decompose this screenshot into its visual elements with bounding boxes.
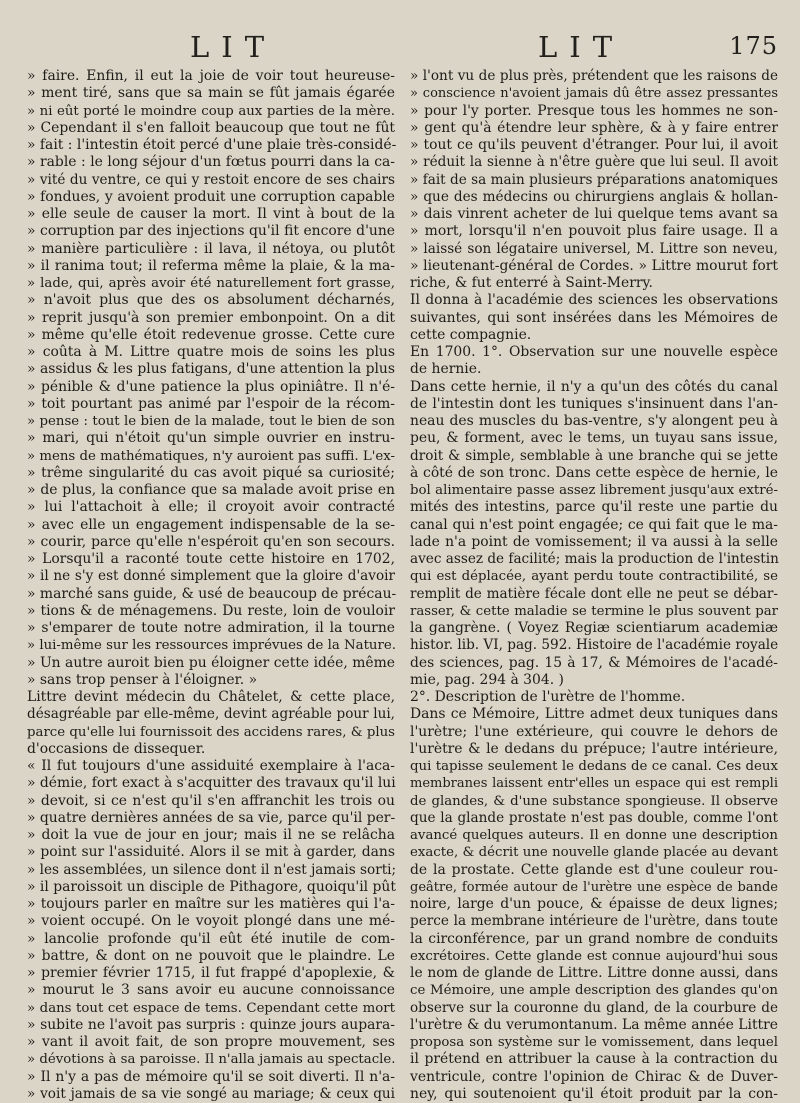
text-line: Dans ce Mémoire, Littre admet deux tuniques dans bbox=[410, 706, 778, 723]
text-line: » vité du ventre, ce qui y restoit encore de ses chairs bbox=[27, 171, 395, 188]
text-line: rasser, & cette maladie se termine le plus souvent par bbox=[410, 603, 778, 619]
text-line: » rable : le long séjour d'un fœtus pourri dans la ca- bbox=[27, 154, 395, 171]
text-line: » pour l'y porter. Presque tous les hommes ne son- bbox=[410, 102, 778, 119]
text-line: En 1700. 1°. Observation sur une nouvelle espèce bbox=[410, 344, 778, 360]
text-line: ventricule, contre l'opinion de Chirac & de Duver- bbox=[410, 1068, 778, 1085]
text-line: Il donna à l'académie des sciences les observations bbox=[410, 292, 778, 309]
text-line: » fondues, y avoient produit une corruption capable bbox=[27, 188, 395, 205]
text-line: des sciences, pag. 15 à 17, & Mémoires de l'acadé- bbox=[410, 654, 778, 671]
text-line: « Il fut toujours d'une assiduité exemplaire à l'aca- bbox=[27, 758, 395, 774]
text-line: » fait : l'intestin étoit percé d'une plaie très-considé- bbox=[27, 137, 397, 153]
text-line: ney, qui soutenoient qu'il étoit produit par la con- bbox=[410, 1085, 778, 1102]
text-line: riche, & fut enterré à Saint-Merry. bbox=[410, 275, 653, 291]
text-line: suivantes, qui sont insérées dans les Mémoires de bbox=[410, 309, 778, 326]
text-line: parce qu'elle lui fournissoit des accidens rares, & plus bbox=[27, 724, 395, 740]
text-line: perce la membrane intérieure de l'urètre, dans toute bbox=[410, 913, 778, 930]
text-line: » il ranima tout; il referma même la plaie, & la ma- bbox=[27, 257, 395, 274]
text-line: » avec elle un engagement indispensable de la se- bbox=[27, 516, 395, 533]
text-line: » fait de sa main plusieurs préparations anatomiques bbox=[410, 171, 778, 188]
text-line: membranes laissent entr'elles un espace qui est rempli bbox=[410, 776, 778, 792]
text-line: » coûta à M. Littre quatre mois de soins les plus bbox=[27, 344, 395, 360]
text-line: » mens de mathématiques, n'y auroient pas suffi. L'ex- bbox=[27, 448, 395, 464]
text-line: à côté de son tronc. Dans cette espèce de hernie, le bbox=[410, 464, 778, 481]
text-line: » battre, & dont on ne pouvoit que le plaindre. Le bbox=[27, 947, 395, 964]
text-line: de l'intestin dont les tuniques s'insinuent dans l'an- bbox=[410, 395, 778, 412]
text-line: » dévotions à sa paroisse. Il n'alla jamais au spectacle. bbox=[27, 1052, 396, 1068]
text-line: que la glande prostate n'est pas double, comme l'ont bbox=[410, 809, 778, 826]
text-line: » de plus, la confiance que sa malade avoit prise en bbox=[27, 482, 395, 498]
text-line: » il ne s'y est donné simplement que la gloire d'avoir bbox=[27, 568, 395, 585]
text-line: » ment tiré, sans que sa main se fût jamais égarée bbox=[27, 85, 395, 102]
text-line: qui tapisse seulement le dedans de ce canal. Ces deux bbox=[410, 759, 778, 774]
text-line: mités des intestins, parce qu'il reste une partie du bbox=[410, 499, 778, 516]
text-line: peu, & forment, avec le tems, un tuyau sans issue, bbox=[410, 430, 778, 447]
text-line: avancé quelques auteurs. Il en donne une description bbox=[410, 828, 778, 843]
text-line: remplit de matière fécale dont elle ne peut se débar- bbox=[410, 585, 778, 602]
text-line: » les assemblées, un silence dont il n'est jamais sorti; bbox=[27, 861, 397, 878]
text-line: 2°. Description de l'urètre de l'homme. bbox=[410, 689, 686, 705]
text-line: geâtre, formée autour de l'urètre une espèce de bande bbox=[410, 879, 778, 895]
text-line: qui est déplacée, ayant perdu toute contractibilité, se bbox=[410, 569, 778, 585]
text-line: » conscience n'avoient jamais dû être assez pressantes bbox=[410, 86, 778, 102]
text-line: » premier février 1715, il fut frappé d'apoplexie, & bbox=[27, 965, 395, 981]
text-line: » lui l'attachoit à elle; il croyoit avoir contracté bbox=[27, 499, 395, 516]
running-head-left: LIT bbox=[190, 30, 277, 64]
text-line: il prétend en attribuer la cause à la contraction du bbox=[410, 1051, 778, 1068]
text-line: » Lorsqu'il a raconté toute cette histoire en 1702, bbox=[27, 551, 395, 567]
text-line: » elle seule de causer la mort. Il vint à bout de la bbox=[27, 206, 395, 222]
text-line: ce Mémoire, une ample description des glandes qu'on bbox=[410, 983, 778, 999]
text-line: le nom de glande de Littre. Littre donne aussi, dans bbox=[410, 965, 778, 981]
text-line: » tout ce qu'ils peuvent d'étranger. Pour lui, il avoit bbox=[410, 137, 778, 153]
text-line: » sans trop penser à l'éloigner. » bbox=[27, 671, 258, 688]
text-line: excrétoires. Cette glande est connue aujourd'hui sous bbox=[410, 948, 778, 964]
text-line: mie, pag. 294 à 304. ) bbox=[410, 671, 564, 688]
text-line: » marché sans guide, & usé de beaucoup de précau- bbox=[27, 585, 397, 602]
left-text-column bbox=[27, 68, 397, 1102]
text-line: de hernie. bbox=[410, 361, 482, 378]
text-line: » vant il avoit fait, de son propre mouvement, ses bbox=[27, 1034, 395, 1050]
text-line: neau des muscles du bas-ventre, s'y alongent peu à bbox=[410, 413, 778, 429]
page-number: 175 bbox=[729, 32, 778, 60]
text-line: » n'avoit plus que des os absolument décharnés, bbox=[27, 292, 395, 309]
text-line: » reprit jusqu'à son premier embonpoint. On a dit bbox=[27, 309, 395, 326]
text-line: d'occasions de dissequer. bbox=[27, 740, 206, 757]
text-line: » quatre dernières années de sa vie, parce qu'il per- bbox=[27, 809, 396, 826]
text-line: la gangrène. ( Voyez Regiæ scientiarum academiæ bbox=[410, 620, 778, 636]
text-line: l'urètre & le dedans du prépuce; l'autre intérieure, bbox=[410, 740, 778, 757]
text-line: » faire. Enfin, il eut la joie de voir tout heureuse- bbox=[27, 68, 395, 84]
text-line: désagréable par elle-même, devint agréable pour lui, bbox=[27, 706, 395, 723]
text-line: » voient occupé. On le voyoit plongé dans une mé- bbox=[27, 913, 395, 930]
text-line: » subite ne l'avoit pas surpris : quinze jours aupara- bbox=[27, 1016, 395, 1033]
text-line: » que des médecins ou chirurgiens anglais & hollan- bbox=[410, 188, 778, 205]
text-line: » assidus & les plus fatigans, d'une attention la plus bbox=[27, 361, 395, 378]
text-line: » l'ont vu de plus près, prétendent que les raisons de bbox=[410, 68, 778, 84]
text-line: l'urètre; l'une extérieure, qui couvre le dehors de bbox=[410, 723, 778, 740]
text-line: de la prostate. Cette glande est d'une couleur rou- bbox=[410, 861, 778, 878]
text-line: » pense : tout le bien de la malade, tout le bien de son bbox=[27, 414, 395, 429]
text-line: noire, large d'un pouce, & épaisse de deux lignes; bbox=[410, 896, 778, 912]
text-line: » lui-même sur les ressources imprévues de la Nature. bbox=[27, 638, 396, 654]
text-line: canal qui n'est point engagée; ce qui fait que le ma- bbox=[410, 516, 778, 533]
text-line: Littre devint médecin du Châtelet, & cette place, bbox=[27, 689, 395, 705]
text-line: » dans tout cet espace de tems. Cependant cette mort bbox=[27, 1000, 395, 1016]
text-line: la circonférence, par un grand nombre de conduits bbox=[410, 930, 778, 947]
text-line: proposa son système sur le vomissement, dans lequel bbox=[410, 1035, 778, 1050]
text-line: » corruption par des injections qu'il fit encore d'une bbox=[27, 223, 395, 240]
text-line: cette compagnie. bbox=[410, 326, 532, 343]
text-line: bol alimentaire passe assez librement jusqu'aux extré- bbox=[410, 483, 778, 498]
text-line: l'urètre & du verumontanum. La même année Littre bbox=[410, 1016, 778, 1033]
text-line: histor. lib. VI, pag. 592. Histoire de l'académie royale bbox=[410, 637, 779, 654]
text-line: » toit pourtant pas animé par l'espoir de la récom- bbox=[27, 395, 395, 412]
text-line: » Un autre auroit bien pu éloigner cette idée, même bbox=[27, 654, 395, 671]
text-line: » mort, lorsqu'il n'en pouvoit plus faire usage. Il a bbox=[410, 223, 778, 240]
text-line: observe sur la couronne du gland, de la courbure de bbox=[410, 999, 778, 1016]
text-line: » toujours parler en maître sur les matières qui l'a- bbox=[27, 896, 395, 912]
text-line: de glandes, & d'une substance spongieuse. Il observe bbox=[410, 793, 778, 809]
text-line: » tions & de ménagemens. Du reste, loin de vouloir bbox=[27, 602, 395, 619]
text-line: » démie, fort exact à s'acquitter des travaux qu'il lui bbox=[27, 775, 396, 792]
text-line: » point sur l'assiduité. Alors il se mit à garder, dans bbox=[27, 844, 395, 861]
text-line: » lade, qui, après avoir été naturellement fort grasse, bbox=[27, 276, 395, 291]
text-line: » lancolie profonde qu'il eût été inutile de com- bbox=[27, 930, 395, 947]
text-line: » pénible & d'une patience la plus opiniâtre. Il n'é- bbox=[27, 378, 395, 395]
text-line: droit & simple, semblable à une branche qui se jette bbox=[410, 447, 778, 464]
text-line: exacte, & décrit une nouvelle glande placée au devant bbox=[410, 845, 778, 861]
text-line: lade n'a point de vomissement; il va aussi à la selle bbox=[410, 533, 778, 550]
text-line: » il paroissoit un disciple de Pithagore, quoiqu'il pût bbox=[27, 878, 396, 895]
text-line: » doit la vue de jour en jour; mais il ne se relâcha bbox=[27, 827, 395, 843]
text-line: » s'emparer de toute notre admiration, il la tourne bbox=[27, 620, 395, 636]
text-line: » voit jamais de sa vie songé au mariage; & ceux qui bbox=[27, 1085, 395, 1102]
text-line: avec assez de facilité; mais la production de l'intestin bbox=[410, 551, 779, 567]
text-line: » réduit la sienne à n'être guère que lui seul. Il avoit bbox=[410, 154, 778, 171]
text-line: » lieutenant-général de Cordes. » Littre mourut fort bbox=[410, 257, 778, 274]
text-line: » dais vinrent acheter de lui quelque tems avant sa bbox=[410, 206, 778, 222]
text-line: » manière particulière : il lava, il nétoya, ou plutôt bbox=[27, 240, 395, 257]
text-line: » courir, parce qu'elle n'espéroit qu'en son secours. bbox=[27, 533, 395, 550]
text-line: » ni eût porté le moindre coup aux parties de la mère. bbox=[27, 103, 395, 119]
text-line: » trême singularité du cas avoit piqué sa curiosité; bbox=[27, 464, 395, 481]
text-line: » devoit, si ce n'est qu'il s'en affranchit les trois ou bbox=[27, 792, 395, 809]
text-line: » même qu'elle étoit redevenue grosse. Cette cure bbox=[27, 326, 395, 343]
text-line: » mourut le 3 sans avoir eu aucune connoissance bbox=[27, 982, 395, 999]
text-line: » gent qu'à étendre leur sphère, & à y faire entrer bbox=[410, 119, 778, 136]
text-line: » Il n'y a pas de mémoire qu'il se soit diverti. Il n'a- bbox=[27, 1068, 395, 1085]
text-line: » laissé son légataire universel, M. Littre son neveu, bbox=[410, 240, 778, 257]
text-line: Dans cette hernie, il n'y a qu'un des côtés du canal bbox=[410, 378, 778, 395]
text-line: » mari, qui n'étoit qu'un simple ouvrier en instru- bbox=[27, 430, 395, 447]
right-text-column bbox=[410, 68, 779, 1102]
text-line: » Cependant il s'en falloit beaucoup que tout ne fût bbox=[27, 119, 395, 136]
running-head-right: LIT bbox=[538, 30, 625, 64]
